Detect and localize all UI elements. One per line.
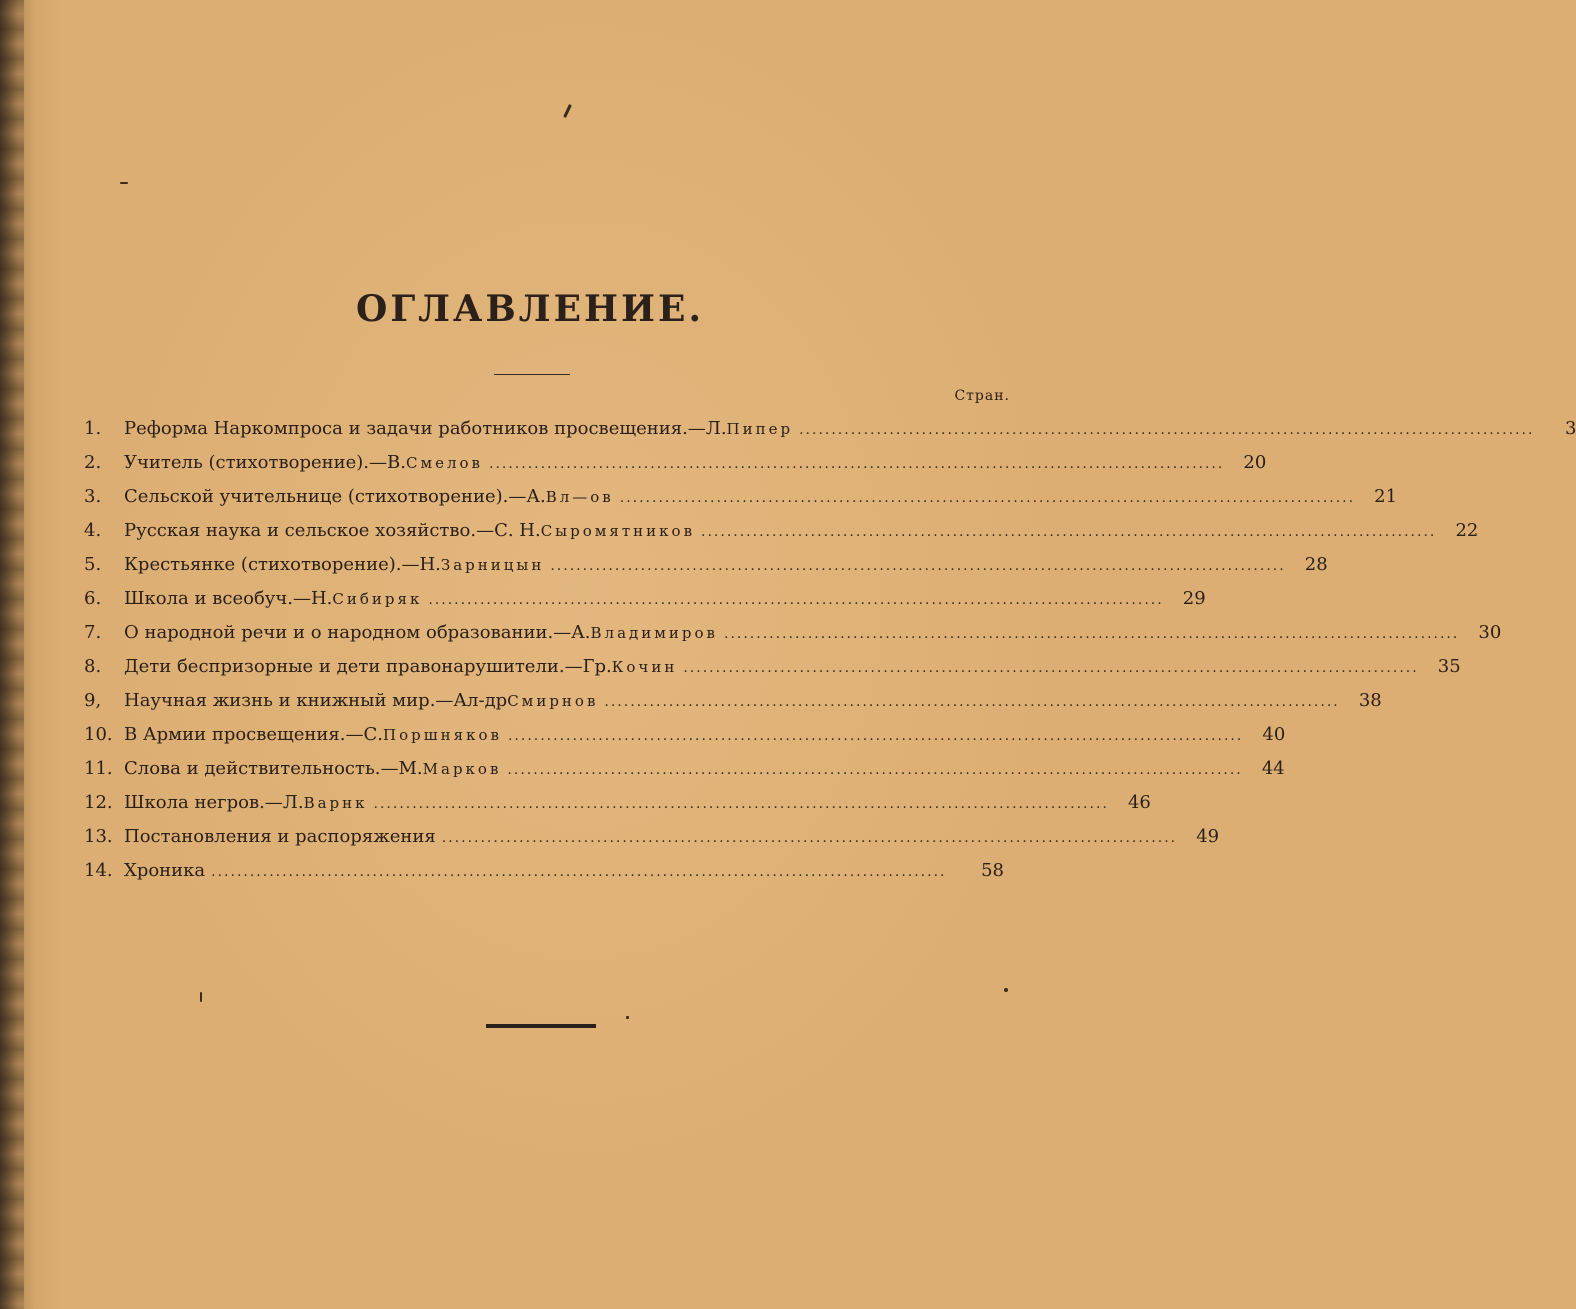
toc-entry-author: Поршняков (383, 726, 502, 744)
toc-entry-page: 44 (1261, 758, 1285, 779)
toc-entry (84, 792, 1151, 826)
toc-entry-page: 20 (1243, 452, 1267, 473)
toc-entry-author: Смирнов (507, 692, 599, 710)
toc-entry-title: Школа негров.—Л. (124, 792, 304, 813)
toc-leader-dots: .................................................................................................................. (799, 422, 1535, 438)
toc-entry-page: 29 (1182, 588, 1206, 609)
toc-entry-title: Русская наука и сельское хозяйство.—С. Н. (124, 520, 541, 541)
bottom-divider (486, 1024, 596, 1028)
toc-entry-page: 22 (1455, 520, 1479, 541)
toc-entry (84, 452, 1267, 486)
ink-speck (200, 992, 202, 1002)
toc-entry-author: Марков (422, 760, 502, 778)
toc-entry (84, 860, 1004, 894)
toc-entry-title: Сельской учительнице (стихотворение).—А. (124, 486, 546, 507)
toc-leader-dots: .................................................................................................................. (724, 626, 1460, 642)
ink-speck (120, 182, 128, 184)
ink-speck (563, 104, 572, 118)
ink-speck (1004, 988, 1008, 992)
toc-entry (84, 554, 1328, 588)
toc-leader-dots: .................................................................................................................. (373, 796, 1109, 812)
toc-entry (84, 724, 1286, 758)
toc-entry-title: Постановления и распоряжения (124, 826, 436, 847)
toc-entry-number: 9, (84, 690, 102, 711)
toc-leader-dots: .................................................................................................................. (489, 456, 1225, 472)
toc-leader-dots: .................................................................................................................. (211, 864, 947, 880)
toc-entry-author: Сыромятников (540, 522, 696, 540)
toc-leader-dots: .................................................................................................................. (428, 592, 1164, 608)
toc-entry-number: 6. (84, 588, 102, 609)
toc-entry-author: Зарницын (440, 556, 545, 574)
toc-entry-number: 14. (84, 860, 113, 881)
toc-entry-page: 3 (1564, 418, 1576, 439)
toc-entry (84, 656, 1461, 690)
toc-leader-dots: .................................................................................................................. (507, 762, 1243, 778)
page-title: ОГЛАВЛЕНИЕ. (355, 288, 705, 330)
toc-entry-page: 21 (1374, 486, 1398, 507)
toc-entry (84, 690, 1382, 724)
toc-entry-page: 28 (1304, 554, 1328, 575)
toc-entry-page: 38 (1358, 690, 1382, 711)
toc-entry-number: 11. (84, 758, 113, 779)
toc-entry-author: Смелов (405, 454, 483, 472)
spine-edge (0, 0, 24, 1309)
toc-entry-page: 30 (1478, 622, 1502, 643)
pages-column-header: Стран. (954, 388, 1010, 404)
toc-entry (84, 758, 1285, 792)
toc-entry-number: 10. (84, 724, 113, 745)
toc-entry-number: 12. (84, 792, 113, 813)
toc-leader-dots: .................................................................................................................. (619, 490, 1356, 506)
toc-entry (84, 826, 1220, 860)
toc-entry-title: Научная жизнь и книжный мир.—Ал-др (124, 690, 508, 711)
toc-entry-title: Реформа Наркомпроса и задачи работников просвещения.—Л. (124, 418, 727, 439)
toc-entry (84, 418, 1576, 452)
toc-entry-author: Варнк (303, 794, 368, 812)
toc-entry-author: Сибиряк (332, 590, 423, 608)
ink-speck (626, 1016, 629, 1019)
toc-entry-number: 1. (84, 418, 102, 439)
toc-entry-number: 4. (84, 520, 102, 541)
title-divider (494, 374, 570, 375)
table-of-contents (84, 418, 1576, 894)
toc-entry-title: Дети беспризорные и дети правонарушители.—Гр. (124, 656, 612, 677)
toc-entry-title: О народной речи и о народном образовании.—А. (124, 622, 591, 643)
toc-entry-title: Крестьянке (стихотворение).—Н. (124, 554, 441, 575)
toc-leader-dots: .................................................................................................................. (507, 728, 1244, 744)
toc-entry-author: Владимиров (590, 624, 718, 642)
toc-entry-author: Кочин (611, 658, 678, 676)
toc-leader-dots: .................................................................................................................. (604, 694, 1340, 710)
toc-entry-page: 58 (981, 860, 1004, 881)
toc-entry-number: 13. (84, 826, 113, 847)
toc-entry-author: Пипер (726, 420, 794, 438)
toc-entry (84, 486, 1398, 520)
toc-entry-page: 46 (1127, 792, 1151, 813)
toc-entry (84, 588, 1206, 622)
toc-entry-number: 7. (84, 622, 102, 643)
toc-leader-dots: .................................................................................................................. (550, 558, 1286, 574)
toc-entry-title: Слова и действительность.—М. (124, 758, 423, 779)
toc-entry (84, 520, 1479, 554)
toc-leader-dots: .................................................................................................................. (683, 660, 1419, 676)
toc-entry-title: Хроника (124, 860, 206, 881)
toc-entry-page: 35 (1437, 656, 1461, 677)
toc-entry-number: 2. (84, 452, 102, 473)
toc-entry-title: В Армии просвещения.—С. (124, 724, 383, 745)
toc-entry-author: Вл—ов (545, 488, 614, 506)
toc-leader-dots: .................................................................................................................. (441, 830, 1178, 846)
toc-leader-dots: .................................................................................................................. (701, 524, 1437, 540)
toc-entry-number: 8. (84, 656, 102, 677)
toc-entry-page: 49 (1196, 826, 1220, 847)
toc-entry-title: Учитель (стихотворение).—В. (124, 452, 406, 473)
toc-entry-number: 5. (84, 554, 102, 575)
toc-entry-number: 3. (84, 486, 102, 507)
toc-entry (84, 622, 1502, 656)
toc-entry-page: 40 (1262, 724, 1286, 745)
toc-entry-title: Школа и всеобуч.—Н. (124, 588, 333, 609)
